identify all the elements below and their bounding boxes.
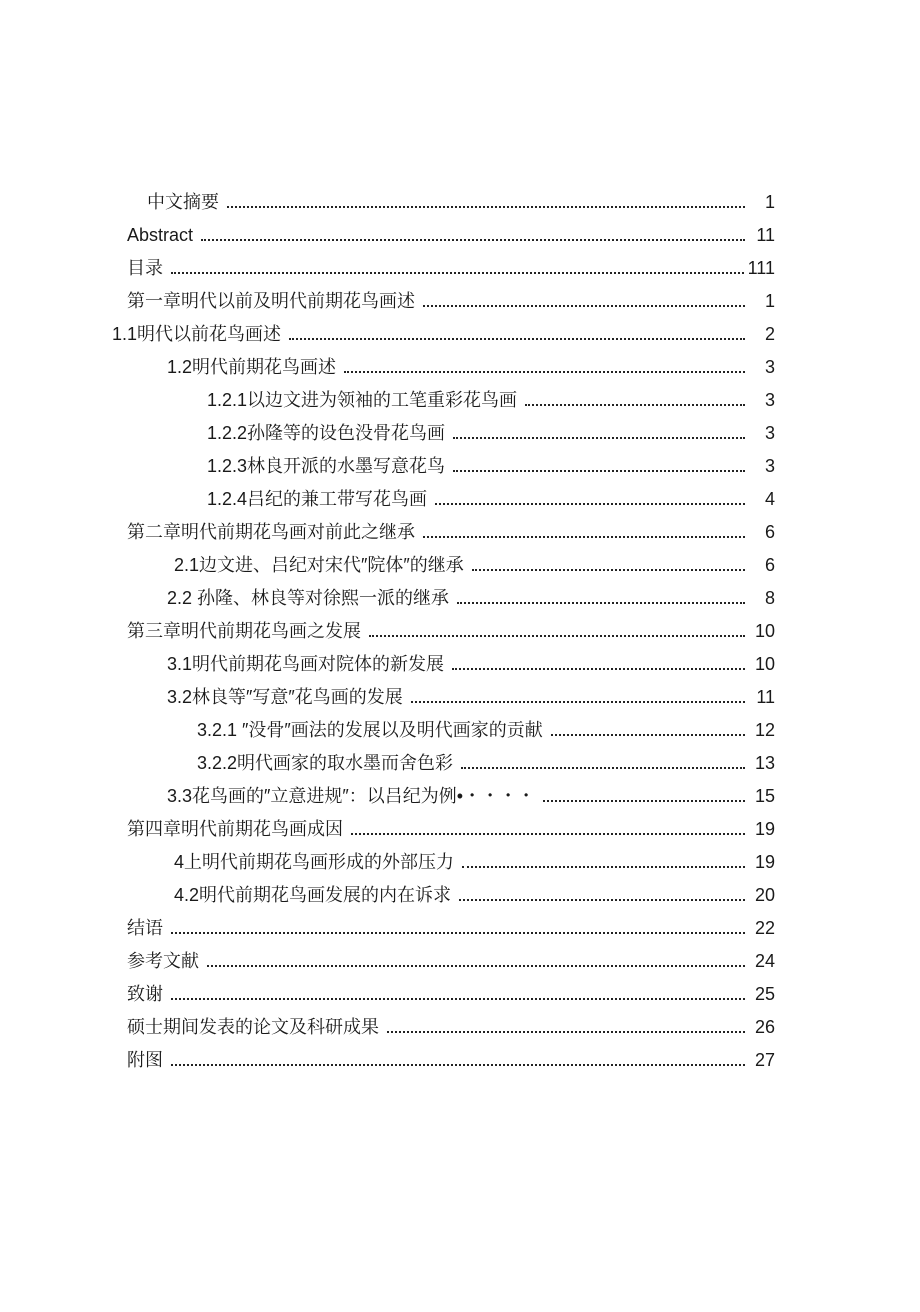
toc-entry-page: 11 <box>756 687 775 707</box>
dot-leader <box>462 866 745 868</box>
toc-entry <box>112 648 775 681</box>
toc-entry <box>112 219 775 252</box>
dot-leader <box>369 635 745 637</box>
toc-entry-label: 参考文献 <box>127 951 199 971</box>
toc-entry-page: 2 <box>764 324 775 344</box>
toc-entry-label: 4上明代前期花鸟画形成的外部压力 <box>174 852 455 872</box>
toc-entry <box>112 780 775 813</box>
toc-entry-label: 目录 <box>127 258 163 278</box>
toc-entry-page: 3 <box>764 456 775 476</box>
toc-entry-page: 19 <box>754 852 775 872</box>
toc-entry-page: 1 <box>764 291 775 311</box>
toc-entry <box>112 1011 775 1044</box>
toc-entry <box>112 747 775 780</box>
toc-entry <box>112 978 775 1011</box>
toc-entry-label: 第三章明代前期花鸟画之发展 <box>127 621 361 641</box>
toc-entry <box>112 912 775 945</box>
dot-leader <box>543 800 745 802</box>
dot-leader <box>453 470 745 472</box>
toc-entry-label: 3.2.1 ″没骨″画法的发展以及明代画家的贡献 <box>197 720 543 740</box>
dot-leader <box>423 305 745 307</box>
toc-entry-label: 4.2明代前期花鸟画发展的内在诉求 <box>174 885 452 905</box>
toc-entry-page: 10 <box>754 654 775 674</box>
dot-leader <box>171 932 745 934</box>
toc-entry-page: 24 <box>754 951 775 971</box>
dot-leader <box>171 1064 745 1066</box>
dot-leader <box>551 734 745 736</box>
dot-leader <box>423 536 745 538</box>
toc-entry-label: 致谢 <box>127 984 163 1004</box>
toc-entry <box>112 285 775 318</box>
toc-entry-label: 结语 <box>127 918 163 938</box>
table-of-contents <box>112 186 775 1077</box>
toc-entry-page: 15 <box>754 786 775 806</box>
toc-entry-label: 1.2.4吕纪的兼工带写花鸟画 <box>207 489 428 509</box>
toc-entry-page: 11 <box>756 225 775 245</box>
toc-entry <box>112 1044 775 1077</box>
toc-entry <box>112 417 775 450</box>
toc-entry-label: 1.2.2孙隆等的设色没骨花鸟画 <box>207 423 446 443</box>
toc-entry <box>112 582 775 615</box>
toc-entry-label: 1.2.1以边文进为领袖的工笔重彩花鸟画 <box>207 390 518 410</box>
toc-entry-label: 附图 <box>127 1050 163 1070</box>
toc-entry <box>112 384 775 417</box>
toc-entry <box>112 318 775 351</box>
toc-entry-page: 25 <box>754 984 775 1004</box>
toc-entry-label: 1.1明代以前花鸟画述 <box>112 324 282 344</box>
toc-entry-page: 22 <box>754 918 775 938</box>
dot-leader <box>171 272 744 274</box>
toc-entry-page: 3 <box>764 423 775 443</box>
toc-entry-page: 13 <box>754 753 775 773</box>
dot-leader <box>461 767 745 769</box>
dot-leader <box>351 833 745 835</box>
toc-entry-label: 第一章明代以前及明代前期花鸟画述 <box>127 291 415 311</box>
toc-entry-page: 4 <box>764 489 775 509</box>
toc-entry <box>112 351 775 384</box>
dot-leader <box>289 338 745 340</box>
toc-entry <box>112 681 775 714</box>
toc-entry-label: Abstract <box>127 225 194 245</box>
dot-leader <box>207 965 745 967</box>
dot-leader <box>411 701 745 703</box>
toc-entry <box>112 186 775 219</box>
dot-leader <box>201 239 745 241</box>
toc-entry-page: 8 <box>764 588 775 608</box>
dot-leader <box>525 404 745 406</box>
dot-leader <box>452 668 745 670</box>
toc-entry-page: 6 <box>764 555 775 575</box>
toc-entry-page: 6 <box>764 522 775 542</box>
toc-entry <box>112 615 775 648</box>
toc-entry-page: 3 <box>764 357 775 377</box>
toc-entry-page: 1 <box>764 192 775 212</box>
toc-entry-page: 111 <box>747 258 775 278</box>
toc-entry-label: 3.2林良等″写意″花鸟画的发展 <box>167 687 403 707</box>
toc-entry <box>112 846 775 879</box>
toc-entry <box>112 945 775 978</box>
dot-leader <box>453 437 745 439</box>
toc-entry-page: 26 <box>754 1017 775 1037</box>
toc-entry <box>112 450 775 483</box>
dot-leader <box>472 569 745 571</box>
dot-leader <box>459 899 745 901</box>
toc-entry <box>112 483 775 516</box>
toc-entry-label: 2.1边文进、吕纪对宋代″院体″的继承 <box>174 555 464 575</box>
toc-entry-page: 20 <box>754 885 775 905</box>
dot-leader <box>227 206 745 208</box>
toc-entry-page: 27 <box>754 1050 775 1070</box>
toc-entry-label: 第二章明代前期花鸟画对前此之继承 <box>127 522 415 542</box>
toc-entry <box>112 879 775 912</box>
toc-entry-label: 2.2 孙隆、林良等对徐熙一派的继承 <box>167 588 450 608</box>
toc-entry <box>112 516 775 549</box>
toc-entry-page: 10 <box>754 621 775 641</box>
toc-entry-label: 1.2明代前期花鸟画述 <box>167 357 337 377</box>
dot-leader <box>344 371 745 373</box>
toc-entry-label: 第四章明代前期花鸟画成因 <box>127 819 343 839</box>
toc-entry-label: 3.1明代前期花鸟画对院体的新发展 <box>167 654 445 674</box>
toc-entry-label: 硕士期间发表的论文及科研成果 <box>127 1017 379 1037</box>
toc-entry-label: 3.3花鸟画的″立意进规″：以吕纪为例•・・・・ <box>167 786 536 806</box>
toc-entry <box>112 714 775 747</box>
dot-leader <box>457 602 745 604</box>
toc-entry-page: 19 <box>754 819 775 839</box>
toc-entry <box>112 549 775 582</box>
dot-leader <box>435 503 745 505</box>
toc-entry <box>112 813 775 846</box>
toc-entry <box>112 252 775 285</box>
toc-entry-label: 1.2.3林良开派的水墨写意花鸟 <box>207 456 446 476</box>
dot-leader <box>171 998 745 1000</box>
dot-leader <box>387 1031 745 1033</box>
toc-entry-label: 中文摘要 <box>147 192 219 212</box>
toc-entry-label: 3.2.2明代画家的取水墨而舍色彩 <box>197 753 454 773</box>
toc-entry-page: 3 <box>764 390 775 410</box>
toc-entry-page: 12 <box>754 720 775 740</box>
